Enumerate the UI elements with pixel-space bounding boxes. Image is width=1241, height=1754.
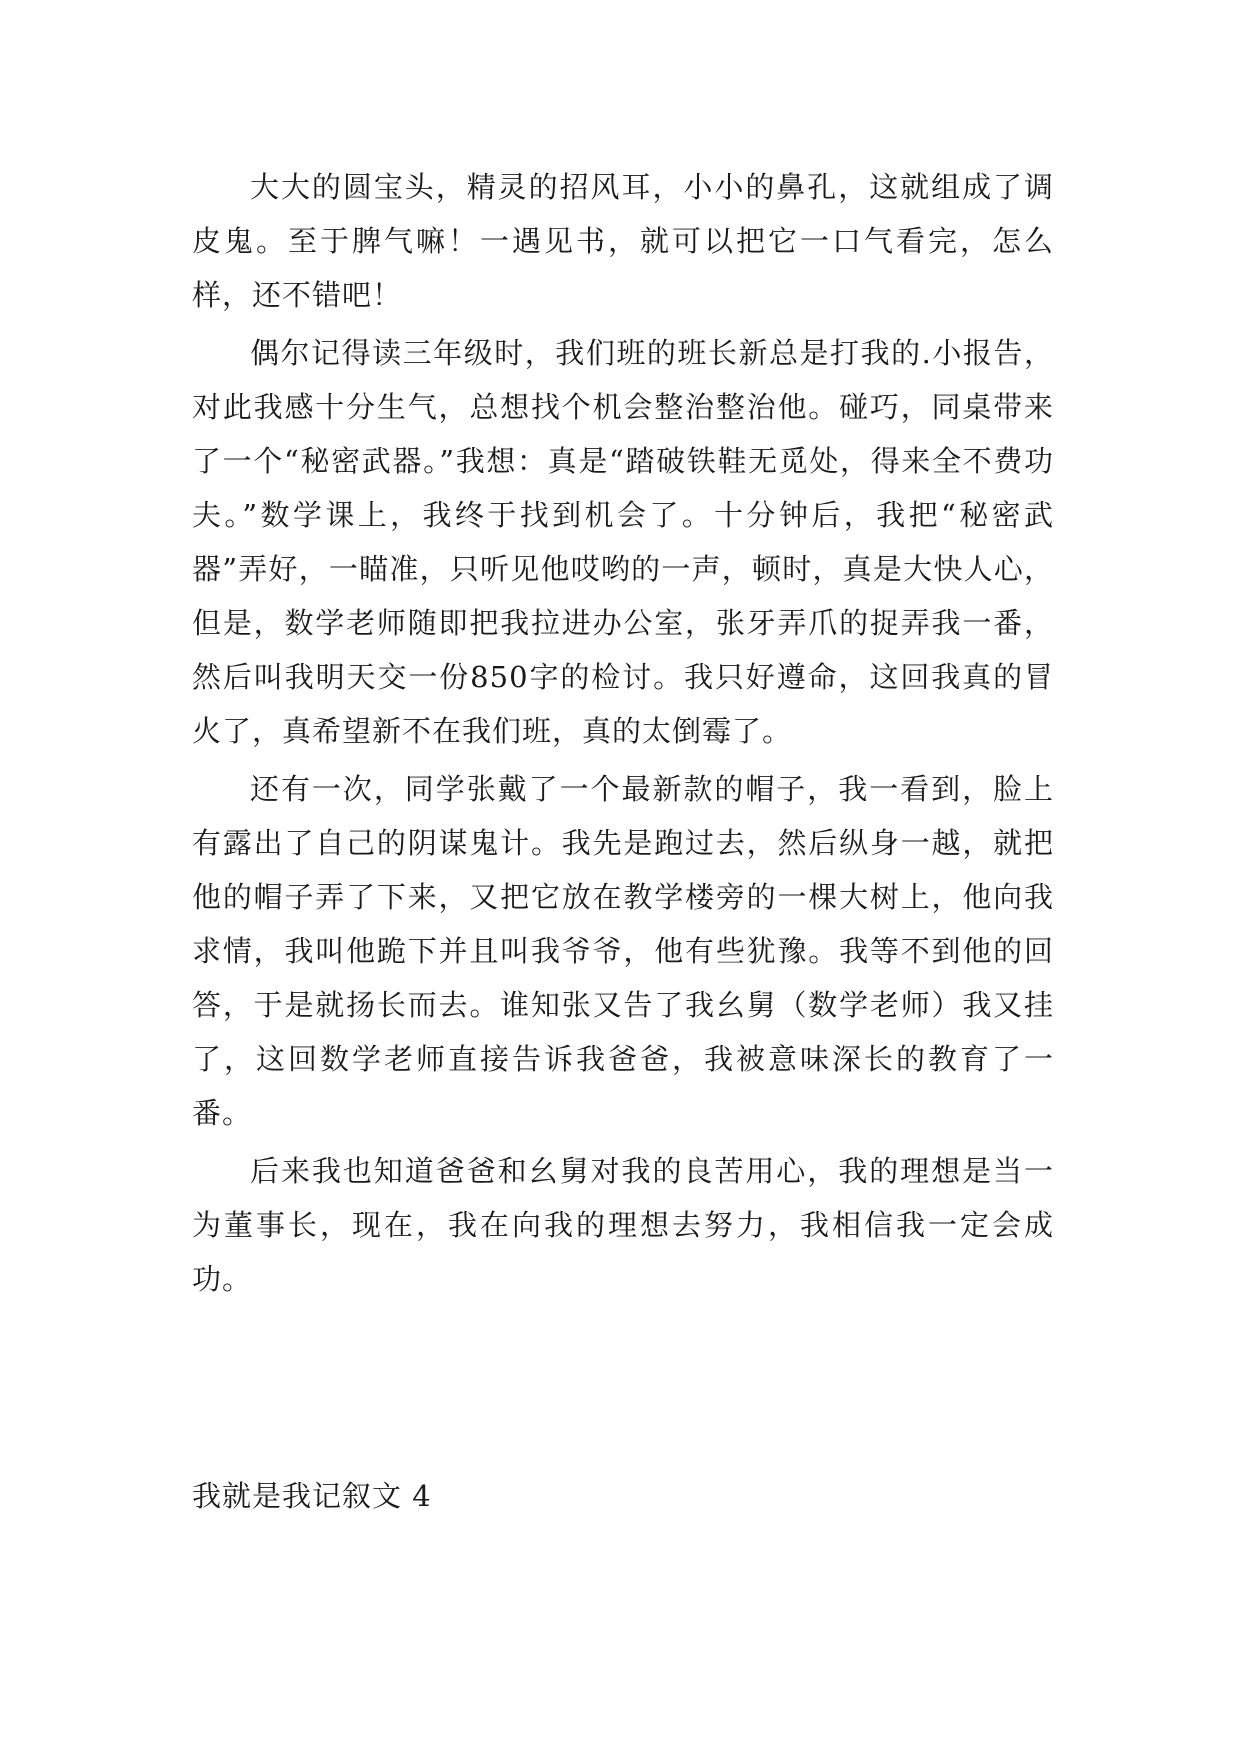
document-body	[192, 160, 1054, 1310]
paragraph-2: 偶尔记得读三年级时，我们班的班长新总是打我的.小报告，对此我感十分生气，总想找个机会整治整治他。碰巧，同桌带来了一个“秘密武器。”我想：真是“踏破铁鞋无觅处，得来全不费功夫。”数学课上，我终于找到机会了。十分钟后，我把“秘密武器”弄好，一瞄准，只听见他哎哟的一声，顿时，真是大快人心，但是，数学老师随即把我拉进办公室，张牙弄爪的捉弄我一番，然后叫我明天交一份850字的检讨。我只好遵命，这回我真的冒火了，真希望新不在我们班，真的太倒霉了。	[192, 336, 1054, 748]
paragraph-3: 还有一次，同学张戴了一个最新款的帽子，我一看到，脸上有露出了自己的阴谋鬼计。我先是跑过去，然后纵身一越，就把他的帽子弄了下来，又把它放在教学楼旁的一棵大树上，他向我求情，我叫他跪下并且叫我爷爷，他有些犹豫。我等不到他的回答，于是就扬长而去。谁知张又告了我幺舅（数学老师）我又挂了，这回数学老师直接告诉我爸爸，我被意味深长的教育了一番。	[192, 772, 1054, 1130]
section-title: 我就是我记叙文 4	[192, 1479, 432, 1513]
paragraph-1: 大大的圆宝头，精灵的招风耳，小小的鼻孔，这就组成了调皮鬼。至于脾气嘛！一遇见书，就可以把它一口气看完，怎么样，还不错吧！	[192, 170, 1054, 312]
paragraph-4: 后来我也知道爸爸和幺舅对我的良苦用心，我的理想是当一为董事长，现在，我在向我的理想去努力，我相信我一定会成功。	[192, 1154, 1054, 1296]
